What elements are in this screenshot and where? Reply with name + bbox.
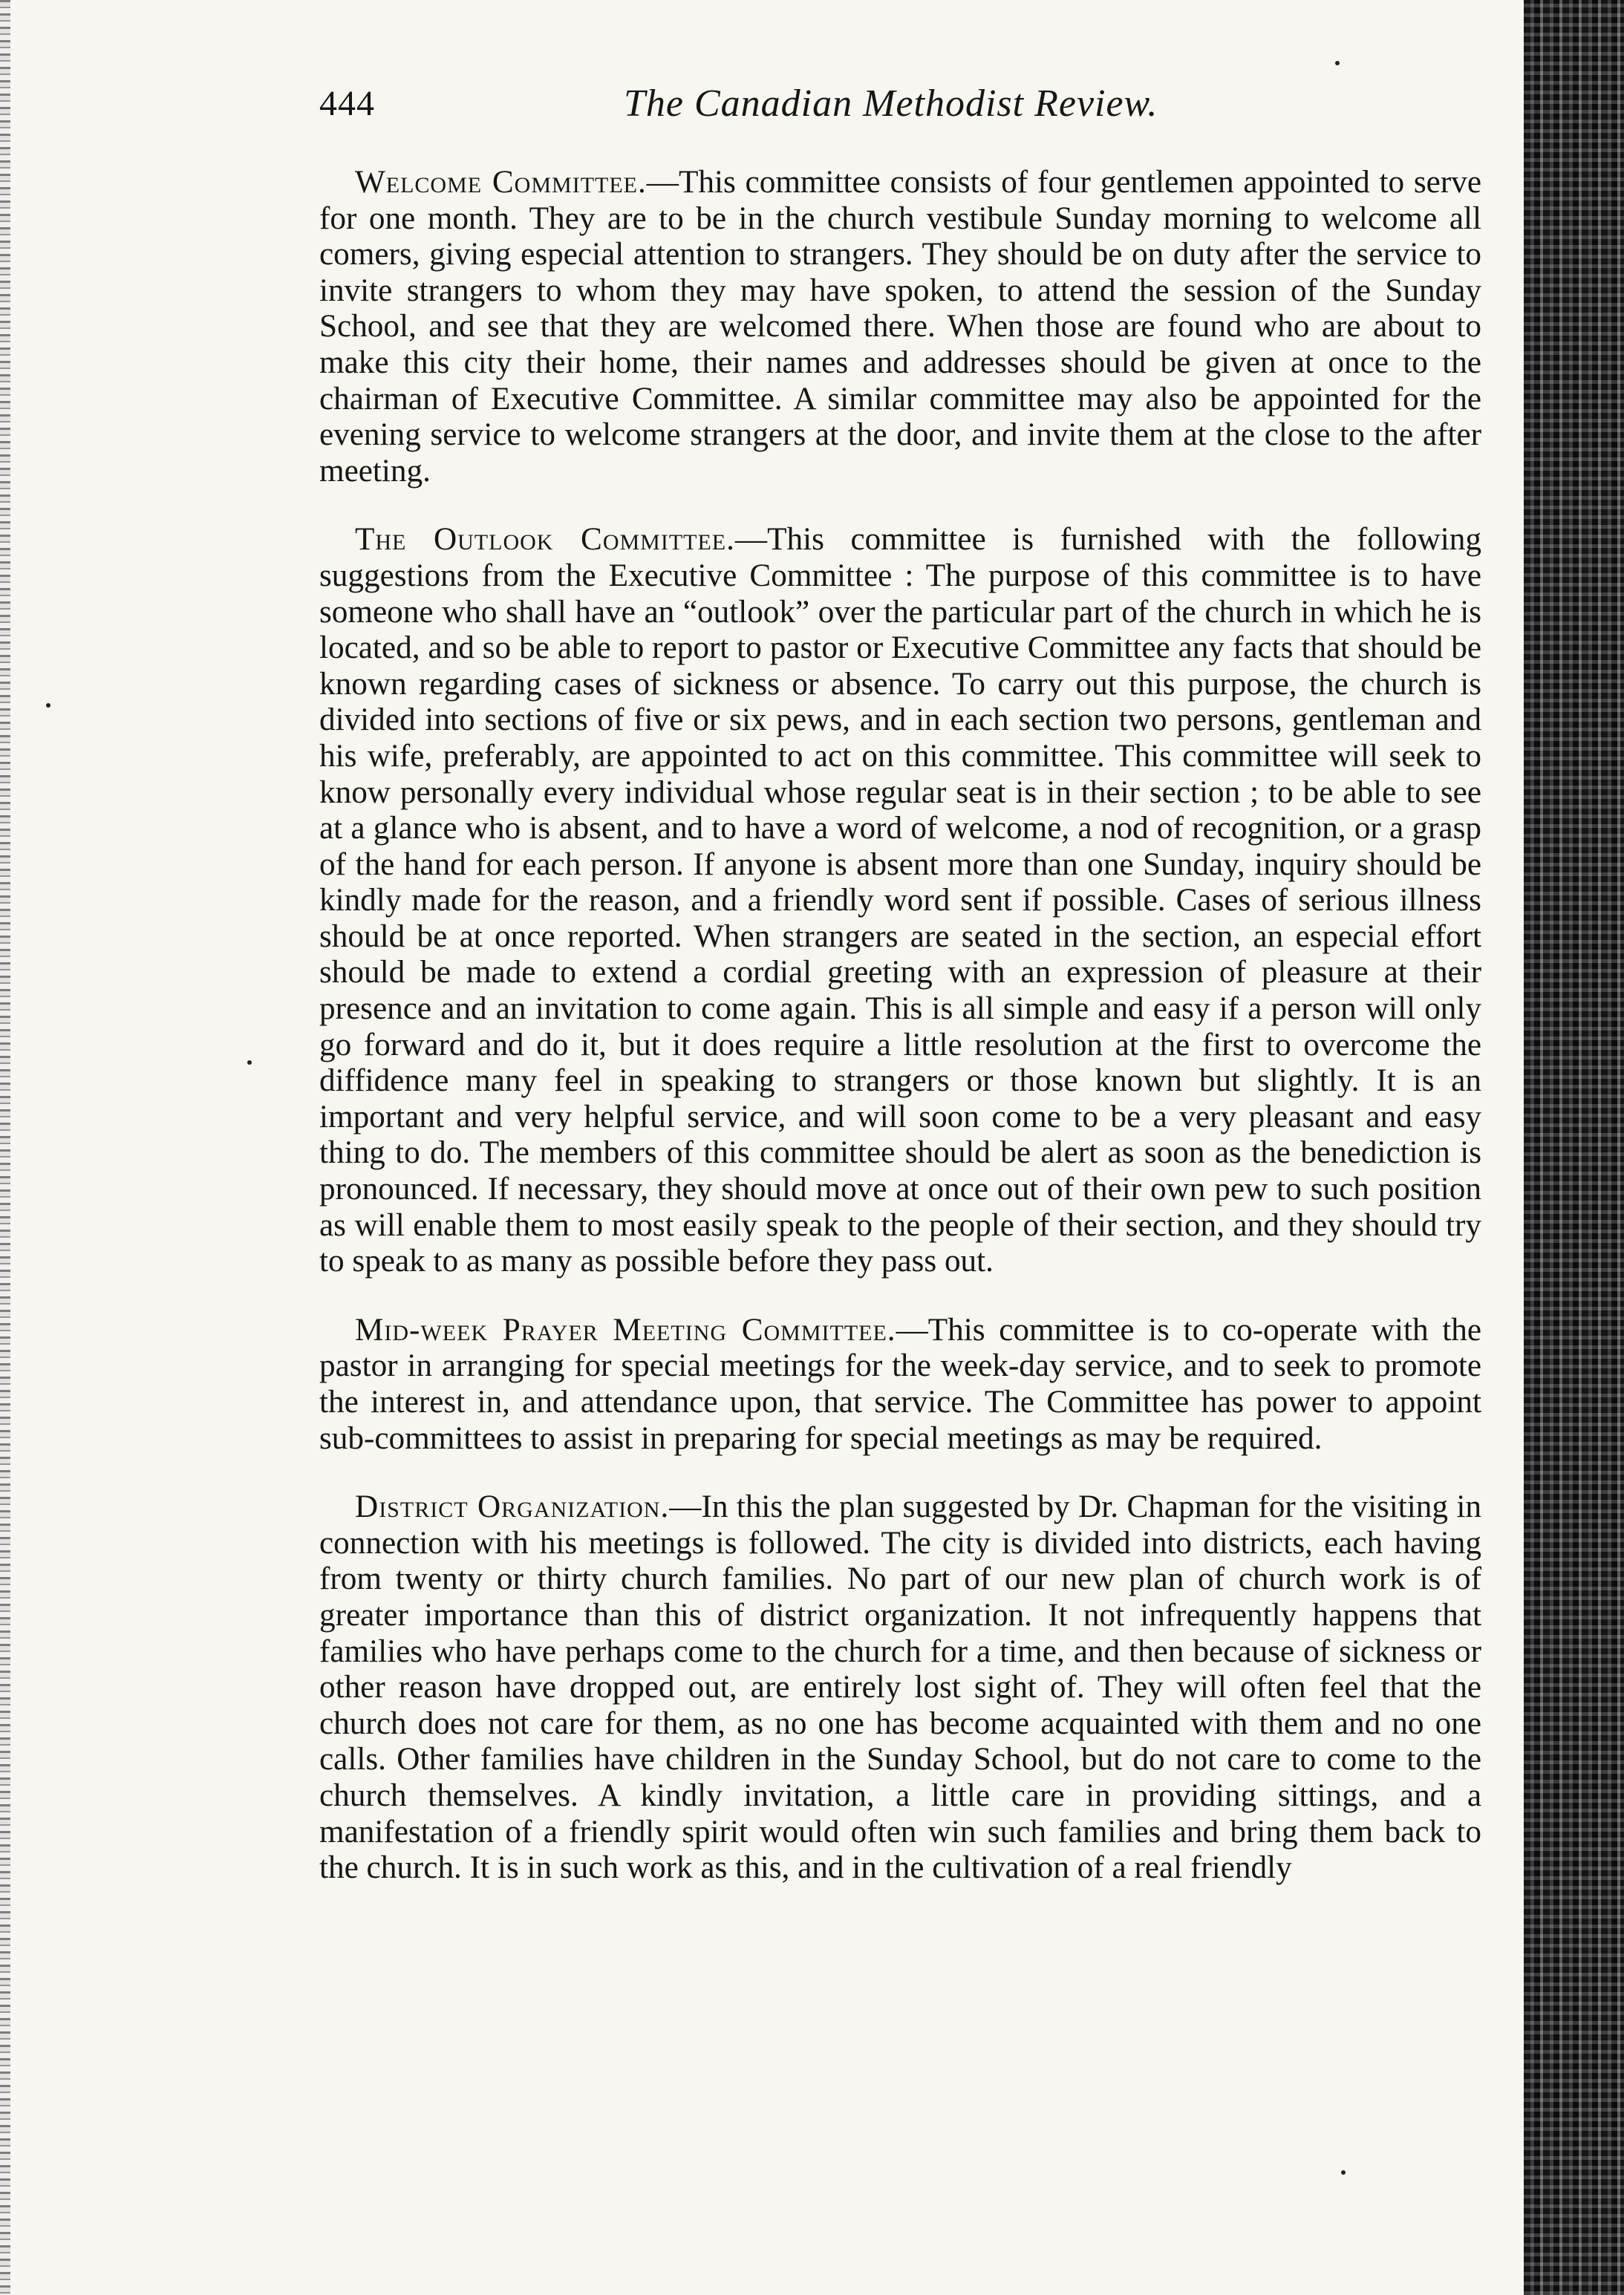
paragraph-district-organization — [319, 1489, 1481, 1887]
paragraph-prayer-meeting-committee — [319, 1313, 1481, 1457]
scan-speck — [1341, 2170, 1346, 2175]
section-text: —This committee is to co-operate with the pastor in arranging for special meetings for the week-day service, and to seek to promote the interest in, and attendance upon, that service. The Committee has power to appoint sub-committees to assist in preparing for special meetings as may be required. — [319, 1312, 1481, 1456]
page-left-edge — [0, 0, 10, 2295]
section-heading: Welcome Committee. — [355, 165, 647, 200]
section-text: —In this the plan suggested by Dr. Chapman for the visiting in connection with his meetings is followed. The city is divided into districts, each having from twenty or thirty church families. No part of our new plan of church work is of greater importance than this of district organization. It not infrequently happens that families who have perhaps come to the church for a time, and then because of sickness or other reason have dropped out, are entirely lost sight of. They will often feel that the church does not care for them, as no one has become acquainted with them and no one calls. Other families have children in the Sunday School, but do not care to come to the church themselves. A kindly invitation, a little care in providing sittings, and a manifestation of a friendly spirit would often win such families and bring them back to the church. It is in such work as this, and in the cultivation of a real friendly — [319, 1489, 1481, 1886]
scan-speck — [1335, 61, 1340, 65]
section-text: —This committee consists of four gentlemen appointed to serve for one month. They are to be in the church vestibule Sunday morning to welcome all comers, giving especial attention to strangers. They should be on duty after the service to invite strangers to whom they may have spoken, to attend the session of the Sunday School, and see that they are welcomed there. When those are found who are about to make this city their home, their names and addresses should be given at once to the chairman of Executive Committee. A similar committee may also be appointed for the evening service to welcome strangers at the door, and invite them at the close to the after meeting. — [319, 165, 1481, 489]
article-body — [319, 165, 1481, 1919]
scan-speck — [46, 703, 50, 708]
section-heading: Mid-week Prayer Meeting Committee. — [355, 1312, 896, 1348]
page-number: 444 — [319, 84, 375, 123]
section-heading: The Outlook Committee. — [355, 522, 735, 558]
running-head — [319, 78, 1522, 130]
paragraph-welcome-committee — [319, 165, 1481, 489]
scan-speck — [247, 1060, 252, 1065]
journal-title: The Canadian Methodist Review. — [624, 82, 1158, 125]
paragraph-outlook-committee — [319, 522, 1481, 1279]
section-text: —This committee is furnished with the following suggestions from the Executive Committee : The purpose of this committee is to have someone who shall have an “outlook” over the particular part of the church in which he is located, and so be able to report to pastor or Executive Committee any facts that should be known regarding cases of sickness or absence. To carry out this purpose, the church is divided into sections of five or six pews, and in each section two persons, gentleman and his wife, preferably, are appointed to act on this committee. This committee will seek to know personally every individual whose regular seat is in their section ; to be able to see at a glance who is absent, and to have a word of welcome, a nod of recognition, or a grasp of the hand for each person. If anyone is absent more than one Sunday, inquiry should be kindly made for the reason, and a friendly word sent if possible. Cases of serious illness should be at once reported. When strangers are seated in the section, an especial effort should be made to extend a cordial greeting with an expression of pleasure at their presence and an invitation to come again. This is all simple and easy if a person will only go forward and do it, but it does require a little resolution at the first to overcome the diffidence many feel in speaking to strangers or those known but slightly. It is an important and very helpful service, and will soon come to be a very pleasant and easy thing to do. The members of this committee should be alert as soon as the benediction is pronounced. If necessary, they should move at once out of their own pew to such position as will enable them to most easily speak to the people of their section, and they should try to speak to as many as possible before they pass out. — [319, 522, 1481, 1279]
book-binding-edge — [1524, 0, 1624, 2295]
section-heading: District Organization. — [355, 1489, 670, 1525]
